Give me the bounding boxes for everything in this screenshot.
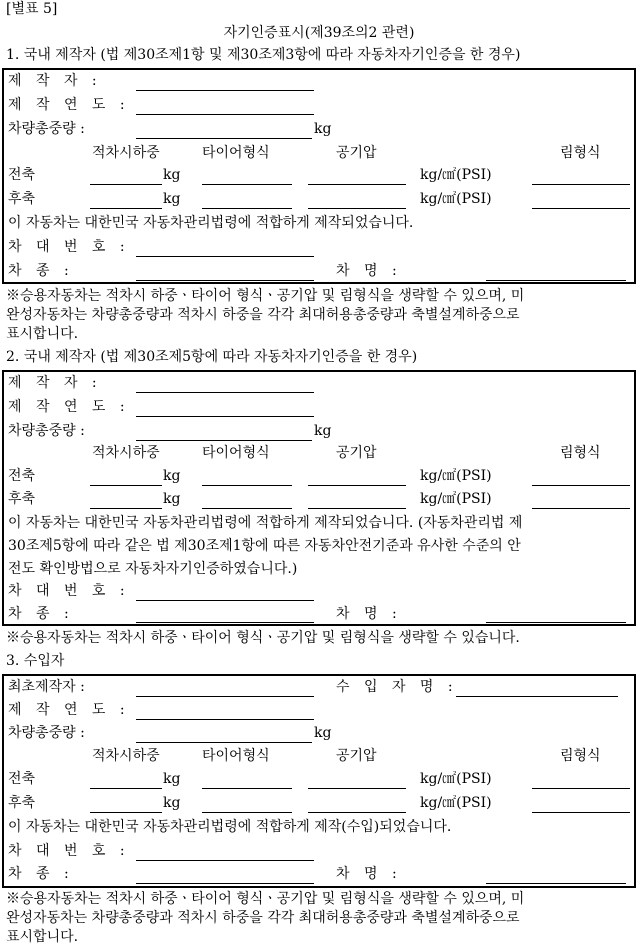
importer-label: 수 입 자 명 : (336, 679, 458, 695)
col-rim-header: 림형식 (560, 445, 601, 461)
rear-rim-field[interactable] (532, 208, 630, 209)
vehicle-name-field[interactable] (486, 883, 626, 884)
year-field[interactable] (136, 719, 314, 720)
maker-field[interactable] (136, 90, 314, 91)
front-pressure-field[interactable] (308, 485, 406, 486)
rear-load-unit: kg (163, 191, 181, 207)
rear-pressure-unit: kg/㎠(PSI) (420, 795, 492, 811)
front-pressure-unit: kg/㎠(PSI) (420, 468, 492, 484)
maker-label: 제 작 자 : (8, 73, 102, 89)
front-rim-field[interactable] (532, 184, 630, 185)
front-rim-field[interactable] (532, 485, 630, 486)
section-1-note-line-2: 완성자동차는 차량총중량과 적차시 하중을 각각 최대허용총중량과 축별설계하중으로 (6, 307, 520, 323)
vehicle-type-label: 차 종 : (8, 606, 74, 622)
front-axle-label: 전축 (8, 771, 36, 787)
gvw-field[interactable] (136, 440, 312, 441)
front-rim-field[interactable] (532, 788, 630, 789)
front-load-field[interactable] (90, 485, 162, 486)
first-maker-field[interactable] (136, 696, 314, 697)
front-axle-label: 전축 (8, 167, 36, 183)
section-3-note-line-3: 표시합니다. (6, 929, 79, 945)
front-pressure-field[interactable] (308, 788, 406, 789)
vin-label: 차 대 번 호 : (8, 843, 130, 859)
conformity-statement-line-1: 이 자동차는 대한민국 자동차관리법령에 적합하게 제작되었습니다. (자동차관리법 제 (8, 515, 523, 531)
year-field[interactable] (136, 416, 314, 417)
col-pressure-header: 공기압 (336, 445, 377, 461)
gvw-field[interactable] (136, 138, 312, 139)
maker-field[interactable] (136, 392, 314, 393)
rear-pressure-field[interactable] (308, 208, 406, 209)
section-1-heading: 1. 국내 제작자 (법 제30조제1항 및 제30조제3항에 따라 자동차자기인증을 한 경우) (6, 47, 521, 63)
rear-tire-field[interactable] (202, 812, 292, 813)
rear-pressure-unit: kg/㎠(PSI) (420, 491, 492, 507)
gvw-unit: kg (314, 423, 332, 439)
vin-label: 차 대 번 호 : (8, 583, 130, 599)
col-tire-header: 타이어형식 (202, 145, 270, 161)
rear-load-unit: kg (163, 795, 181, 811)
rear-tire-field[interactable] (202, 208, 292, 209)
gvw-field[interactable] (136, 742, 312, 743)
rear-load-field[interactable] (90, 508, 162, 509)
conformity-statement: 이 자동차는 대한민국 자동차관리법령에 적합하게 제작되었습니다. (8, 215, 414, 231)
gvw-unit: kg (314, 725, 332, 741)
first-maker-label: 최초제작자 : (8, 679, 85, 695)
front-pressure-unit: kg/㎠(PSI) (420, 771, 492, 787)
section-2-note: ※승용자동차는 적차시 하중ㆍ타이어 형식ㆍ공기압 및 림형식을 생략할 수 있습니다. (6, 630, 520, 646)
front-tire-field[interactable] (202, 184, 292, 185)
section-3-note-line-2: 완성자동차는 차량총중량과 적차시 하중을 각각 최대허용총중량과 축별설계하중으로 (6, 910, 520, 926)
col-load-header: 적차시하중 (92, 748, 160, 764)
front-tire-field[interactable] (202, 788, 292, 789)
rear-pressure-unit: kg/㎠(PSI) (420, 191, 492, 207)
rear-load-unit: kg (163, 491, 181, 507)
vehicle-name-field[interactable] (486, 280, 626, 281)
year-label: 제 작 연 도 : (8, 399, 130, 415)
col-pressure-header: 공기압 (336, 748, 377, 764)
col-load-header: 적차시하중 (92, 145, 160, 161)
gvw-label: 차량총중량 : (8, 121, 85, 137)
vehicle-type-label: 차 종 : (8, 263, 74, 279)
rear-load-field[interactable] (90, 812, 162, 813)
col-rim-header: 림형식 (560, 145, 601, 161)
vehicle-type-field[interactable] (136, 883, 314, 884)
gvw-unit: kg (314, 121, 332, 137)
front-load-unit: kg (163, 771, 181, 787)
conformity-statement-line-3: 전도 확인방법으로 자동차자기인증하였습니다.) (8, 561, 298, 577)
rear-axle-label: 후축 (8, 795, 36, 811)
vehicle-name-field[interactable] (486, 622, 626, 623)
front-tire-field[interactable] (202, 485, 292, 486)
year-label: 제 작 연 도 : (8, 97, 130, 113)
vehicle-type-label: 차 종 : (8, 866, 74, 882)
front-load-field[interactable] (90, 184, 162, 185)
rear-load-field[interactable] (90, 208, 162, 209)
col-rim-header: 림형식 (560, 748, 601, 764)
year-label: 제 작 연 도 : (8, 702, 130, 718)
section-1-note-line-3: 표시합니다. (6, 326, 79, 342)
gvw-label: 차량총중량 : (8, 725, 85, 741)
section-3-heading: 3. 수입자 (6, 653, 65, 669)
rear-pressure-field[interactable] (308, 812, 406, 813)
section-1-note-line-1: ※승용자동차는 적차시 하중ㆍ타이어 형식ㆍ공기압 및 림형식을 생략할 수 있으며, 미 (6, 288, 525, 304)
rear-axle-label: 후축 (8, 191, 36, 207)
vehicle-type-field[interactable] (136, 280, 314, 281)
annex-label: [별표 5] (6, 1, 58, 17)
front-pressure-unit: kg/㎠(PSI) (420, 167, 492, 183)
vin-field[interactable] (136, 600, 314, 601)
section-3-note-line-1: ※승용자동차는 적차시 하중ㆍ타이어 형식ㆍ공기압 및 림형식을 생략할 수 있으며, 미 (6, 891, 525, 907)
front-pressure-field[interactable] (308, 184, 406, 185)
col-pressure-header: 공기압 (336, 145, 377, 161)
vehicle-name-label: 차 명 : (336, 606, 402, 622)
rear-tire-field[interactable] (202, 508, 292, 509)
section-2-heading: 2. 국내 제작자 (법 제30조제5항에 따라 자동차자기인증을 한 경우) (6, 349, 418, 365)
vehicle-type-field[interactable] (136, 622, 314, 623)
page-title: 자기인증표시(제39조의2 관련) (223, 25, 415, 41)
front-load-unit: kg (163, 468, 181, 484)
rear-axle-label: 후축 (8, 491, 36, 507)
col-tire-header: 타이어형식 (202, 445, 270, 461)
rear-rim-field[interactable] (532, 508, 630, 509)
vehicle-name-label: 차 명 : (336, 866, 402, 882)
conformity-statement: 이 자동차는 대한민국 자동차관리법령에 적합하게 제작(수입)되었습니다. (8, 819, 452, 835)
rear-pressure-field[interactable] (308, 508, 406, 509)
col-tire-header: 타이어형식 (202, 748, 270, 764)
vin-field[interactable] (136, 860, 314, 861)
vin-field[interactable] (136, 256, 314, 257)
front-load-unit: kg (163, 167, 181, 183)
year-field[interactable] (136, 114, 314, 115)
rear-rim-field[interactable] (532, 812, 630, 813)
maker-label: 제 작 자 : (8, 375, 102, 391)
col-load-header: 적차시하중 (92, 445, 160, 461)
gvw-label: 차량총중량 : (8, 423, 85, 439)
vin-label: 차 대 번 호 : (8, 239, 130, 255)
conformity-statement-line-2: 30조제5항에 따라 같은 법 제30조제1항에 따른 자동차안전기준과 유사한 수준의 안 (8, 538, 521, 554)
front-axle-label: 전축 (8, 468, 36, 484)
importer-field[interactable] (456, 696, 618, 697)
vehicle-name-label: 차 명 : (336, 263, 402, 279)
front-load-field[interactable] (90, 788, 162, 789)
